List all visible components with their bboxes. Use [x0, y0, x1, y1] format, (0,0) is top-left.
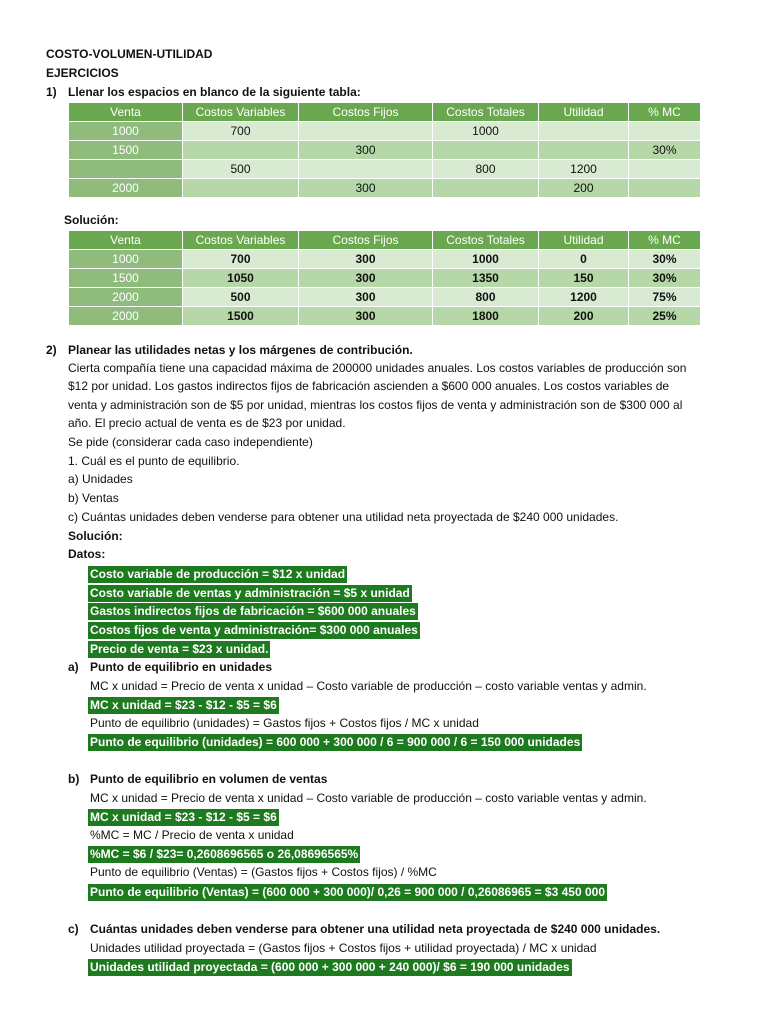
col-header: Costos Variables [183, 231, 299, 250]
table-cell: 1350 [433, 269, 539, 288]
question-b: b) Ventas [68, 491, 119, 505]
table-cell: 1000 [433, 122, 539, 141]
table-cell [433, 141, 539, 160]
exercise-table [68, 102, 701, 198]
col-header: Venta [69, 231, 183, 250]
part-b-formula: %MC = MC / Precio de venta x unidad [90, 828, 294, 842]
col-header: Costos Fijos [299, 103, 433, 122]
table-row [69, 288, 701, 307]
table-cell: 300 [299, 288, 433, 307]
data-highlight: Gastos indirectos fijos de fabricación = $600 000 anuales [90, 604, 416, 618]
table-cell: 30% [629, 269, 701, 288]
table-cell [629, 122, 701, 141]
part-a-formula: MC x unidad = Precio de venta x unidad – Costo variable de producción – costo variable ventas y admin. [90, 679, 647, 693]
part-b-label: b) [68, 772, 80, 786]
table-cell: 700 [183, 250, 299, 269]
table-cell [629, 160, 701, 179]
part-a-label: a) [68, 660, 79, 674]
table-cell [69, 160, 183, 179]
table-cell: 30% [629, 250, 701, 269]
col-header: Costos Fijos [299, 231, 433, 250]
table-cell: 1200 [539, 288, 629, 307]
table-cell: 75% [629, 288, 701, 307]
part-c-title: Cuántas unidades deben venderse para obtener una utilidad neta proyectada de $240 000 unidades. [90, 922, 661, 936]
solution-label-2: Solución: [68, 529, 123, 543]
exercise-2-heading: Planear las utilidades netas y los márgenes de contribución. [68, 343, 413, 357]
table-cell: 300 [299, 141, 433, 160]
table-row [69, 141, 701, 160]
data-highlight: Costo variable de ventas y administración = $5 x unidad [90, 586, 410, 600]
problem-paragraph-line: año. El precio actual de venta es de $23 por unidad. [68, 416, 346, 430]
datos-label: Datos: [68, 547, 106, 561]
table-cell: 150 [539, 269, 629, 288]
table-cell [539, 141, 629, 160]
col-header: Costos Totales [433, 103, 539, 122]
solution-table [68, 230, 701, 326]
table-cell: 200 [539, 179, 629, 198]
table-cell: 700 [183, 122, 299, 141]
part-c-result: Unidades utilidad proyectada = (600 000 + 300 000 + 240 000)/ $6 = 190 000 unidades [90, 960, 570, 974]
table-row [69, 160, 701, 179]
table-cell: 1800 [433, 307, 539, 326]
part-a-formula: Punto de equilibrio (unidades) = Gastos fijos + Costos fijos / MC x unidad [90, 716, 479, 730]
table-cell: 1000 [69, 122, 183, 141]
table-cell: 25% [629, 307, 701, 326]
part-b-result: MC x unidad = $23 - $12 - $5 = $6 [90, 810, 277, 824]
table-cell: 800 [433, 160, 539, 179]
part-b-result: %MC = $6 / $23= 0,2608696565 o 26,08696565% [90, 847, 359, 861]
table-cell: 1500 [69, 269, 183, 288]
table-cell: 1500 [183, 307, 299, 326]
col-header: Venta [69, 103, 183, 122]
col-header: Utilidad [539, 103, 629, 122]
table-cell: 300 [299, 307, 433, 326]
table-cell: 0 [539, 250, 629, 269]
col-header: Costos Totales [433, 231, 539, 250]
table-row [69, 250, 701, 269]
problem-paragraph-line: Cierta compañía tiene una capacidad máxima de 200000 unidades anuales. Los costos variables de producción son [68, 361, 687, 375]
part-c-formula: Unidades utilidad proyectada = (Gastos fijos + Costos fijos + utilidad proyectada) / MC x unidad [90, 941, 597, 955]
table-cell: 30% [629, 141, 701, 160]
table-cell [299, 160, 433, 179]
part-a-result: Punto de equilibrio (unidades) = 600 000 + 300 000 / 6 = 900 000 / 6 = 150 000 unidades [90, 735, 581, 749]
part-a-title: Punto de equilibrio en unidades [90, 660, 273, 674]
solution-label-1: Solución: [64, 213, 119, 227]
col-header: % MC [629, 231, 701, 250]
data-highlight: Costo variable de producción = $12 x unidad [90, 567, 346, 581]
table-row [69, 179, 701, 198]
table-cell: 1000 [433, 250, 539, 269]
table-row [69, 307, 701, 326]
part-b-formula: Punto de equilibrio (Ventas) = (Gastos fijos + Costos fijos) / %MC [90, 865, 437, 879]
table-cell [183, 179, 299, 198]
col-header: % MC [629, 103, 701, 122]
exercise-1-number: 1) [46, 85, 57, 99]
data-highlight: Costos fijos de venta y administración= $300 000 anuales [90, 623, 418, 637]
problem-paragraph-line: $12 por unidad. Los gastos indirectos fijos de fabricación ascienden a $600 000 anuales. Los costos variables de [68, 379, 670, 393]
table-cell: 800 [433, 288, 539, 307]
table-cell: 500 [183, 160, 299, 179]
question-1: 1. Cuál es el punto de equilibrio. [68, 454, 240, 468]
table-cell: 1050 [183, 269, 299, 288]
col-header: Costos Variables [183, 103, 299, 122]
table-cell [433, 179, 539, 198]
table-header-row [69, 231, 701, 250]
table-cell: 300 [299, 269, 433, 288]
table-cell [629, 179, 701, 198]
part-b-result: Punto de equilibrio (Ventas) = (600 000 + 300 000)/ 0,26 = 900 000 / 0,26086965 = $3 450 000 [90, 885, 605, 899]
table-cell: 2000 [69, 288, 183, 307]
table-cell: 2000 [69, 179, 183, 198]
document-title: COSTO-VOLUMEN-UTILIDAD [46, 47, 213, 61]
part-a-result: MC x unidad = $23 - $12 - $5 = $6 [90, 698, 277, 712]
table-header-row [69, 103, 701, 122]
part-b-title: Punto de equilibrio en volumen de ventas [90, 772, 328, 786]
table-row [69, 269, 701, 288]
table-cell: 300 [299, 250, 433, 269]
table-cell: 1500 [69, 141, 183, 160]
part-c-label: c) [68, 922, 79, 936]
problem-paragraph-line: venta y administración son de $5 por unidad, mientras los costos fijos de venta y administración son de $300 000 al [68, 398, 683, 412]
exercise-2-number: 2) [46, 343, 57, 357]
col-header: Utilidad [539, 231, 629, 250]
table-cell [539, 122, 629, 141]
table-cell: 300 [299, 179, 433, 198]
table-row [69, 122, 701, 141]
part-b-formula: MC x unidad = Precio de venta x unidad – Costo variable de producción – costo variable ventas y admin. [90, 791, 647, 805]
table-cell: 1000 [69, 250, 183, 269]
exercise-1-prompt: Llenar los espacios en blanco de la siguiente tabla: [68, 85, 361, 99]
table-cell: 500 [183, 288, 299, 307]
table-cell: 200 [539, 307, 629, 326]
table-cell: 1200 [539, 160, 629, 179]
document-subtitle: EJERCICIOS [46, 66, 119, 80]
data-highlight: Precio de venta = $23 x unidad. [90, 642, 269, 656]
table-cell [183, 141, 299, 160]
table-cell: 2000 [69, 307, 183, 326]
table-cell [299, 122, 433, 141]
asks-line: Se pide (considerar cada caso independiente) [68, 435, 313, 449]
question-c: c) Cuántas unidades deben venderse para obtener una utilidad neta proyectada de $240 000 unidades. [68, 510, 619, 524]
question-a: a) Unidades [68, 472, 133, 486]
